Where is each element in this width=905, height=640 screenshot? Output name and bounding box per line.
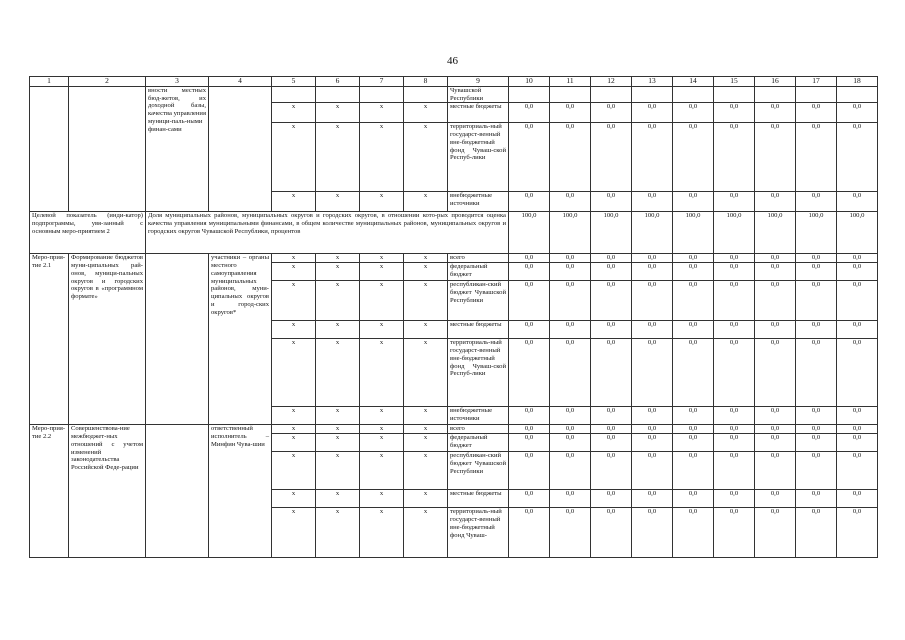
value-cell: 0,0	[755, 254, 796, 263]
value-cell: 0,0	[673, 103, 714, 123]
header-cell: 16	[755, 77, 796, 87]
value-cell: 100,0	[550, 212, 591, 254]
table-row	[30, 86, 878, 103]
x-cell: x	[272, 263, 316, 281]
empty-cell	[272, 86, 316, 103]
source-cell: республикан-ский бюджет Чувашской Республики	[448, 281, 509, 321]
x-cell: x	[360, 254, 404, 263]
value-cell: 100,0	[509, 212, 550, 254]
x-cell: x	[316, 425, 360, 434]
empty-cell	[360, 86, 404, 103]
x-cell: x	[272, 123, 316, 192]
value-cell: 0,0	[796, 263, 837, 281]
value-cell: 0,0	[796, 254, 837, 263]
value-cell: 0,0	[755, 263, 796, 281]
value-cell: 0,0	[509, 490, 550, 508]
table-row	[30, 254, 878, 263]
value-cell: 0,0	[673, 508, 714, 558]
value-cell: 0,0	[591, 321, 632, 339]
x-cell: x	[316, 281, 360, 321]
header-cell: 14	[673, 77, 714, 87]
value-cell: 100,0	[591, 212, 632, 254]
value-cell: 100,0	[755, 212, 796, 254]
header-cell: 8	[404, 77, 448, 87]
value-cell: 0,0	[837, 508, 878, 558]
value-cell: 0,0	[755, 321, 796, 339]
value-cell: 0,0	[632, 281, 673, 321]
value-cell: 0,0	[796, 123, 837, 192]
value-cell: 0,0	[755, 123, 796, 192]
value-cell: 0,0	[714, 192, 755, 212]
empty-cell	[673, 86, 714, 103]
x-cell: x	[404, 490, 448, 508]
value-cell: 0,0	[550, 339, 591, 407]
x-cell: x	[404, 452, 448, 490]
value-cell: 0,0	[714, 490, 755, 508]
x-cell: x	[272, 254, 316, 263]
value-cell: 0,0	[755, 425, 796, 434]
x-cell: x	[404, 434, 448, 452]
value-cell: 0,0	[837, 321, 878, 339]
value-cell: 0,0	[632, 434, 673, 452]
value-cell: 0,0	[755, 407, 796, 425]
value-cell: 0,0	[591, 407, 632, 425]
x-cell: x	[360, 281, 404, 321]
value-cell: 0,0	[673, 339, 714, 407]
source-cell: местные бюджеты	[448, 490, 509, 508]
value-cell: 0,0	[550, 321, 591, 339]
x-cell: x	[360, 123, 404, 192]
x-cell: x	[404, 339, 448, 407]
x-cell: x	[360, 434, 404, 452]
value-cell: 0,0	[837, 490, 878, 508]
value-cell: 0,0	[632, 508, 673, 558]
m21-goal-cell	[146, 254, 209, 425]
value-cell: 0,0	[714, 281, 755, 321]
x-cell: x	[316, 434, 360, 452]
value-cell: 0,0	[755, 508, 796, 558]
source-cell: всего	[448, 425, 509, 434]
value-cell: 0,0	[550, 103, 591, 123]
value-cell: 0,0	[632, 425, 673, 434]
empty-cell	[796, 86, 837, 103]
x-cell: x	[404, 407, 448, 425]
value-cell: 100,0	[714, 212, 755, 254]
value-cell: 0,0	[714, 434, 755, 452]
value-cell: 0,0	[755, 490, 796, 508]
value-cell: 0,0	[509, 425, 550, 434]
empty-cell	[755, 86, 796, 103]
x-cell: x	[360, 452, 404, 490]
x-cell: x	[404, 254, 448, 263]
value-cell: 0,0	[591, 508, 632, 558]
value-cell: 0,0	[632, 103, 673, 123]
header-cell: 1	[30, 77, 69, 87]
empty-cell	[591, 86, 632, 103]
value-cell: 0,0	[755, 339, 796, 407]
x-cell: x	[316, 263, 360, 281]
empty-cell	[837, 86, 878, 103]
value-cell: 0,0	[632, 339, 673, 407]
value-cell: 0,0	[509, 508, 550, 558]
source-cell: Чувашской Республики	[448, 86, 509, 103]
value-cell: 0,0	[714, 339, 755, 407]
value-cell: 0,0	[796, 281, 837, 321]
header-cell: 7	[360, 77, 404, 87]
x-cell: x	[272, 490, 316, 508]
value-cell: 0,0	[673, 434, 714, 452]
value-cell: 0,0	[591, 263, 632, 281]
x-cell: x	[316, 490, 360, 508]
value-cell: 0,0	[509, 254, 550, 263]
value-cell: 0,0	[550, 281, 591, 321]
x-cell: x	[404, 192, 448, 212]
value-cell: 0,0	[837, 254, 878, 263]
x-cell: x	[272, 425, 316, 434]
x-cell: x	[272, 508, 316, 558]
m22-executor: ответственный исполнитель – Минфин Чува-шии	[209, 425, 272, 558]
value-cell: 0,0	[591, 339, 632, 407]
x-cell: x	[404, 281, 448, 321]
x-cell: x	[316, 452, 360, 490]
value-cell: 0,0	[591, 103, 632, 123]
value-cell: 0,0	[509, 339, 550, 407]
value-cell: 0,0	[837, 407, 878, 425]
value-cell: 0,0	[673, 407, 714, 425]
x-cell: x	[316, 103, 360, 123]
empty-cell	[404, 86, 448, 103]
empty-cell	[509, 86, 550, 103]
value-cell: 0,0	[714, 425, 755, 434]
target-indicator-row	[30, 212, 878, 254]
value-cell: 0,0	[673, 123, 714, 192]
source-cell: внебюджетные источники	[448, 192, 509, 212]
m22-name: Совершенствова-ние межбюджет-ных отношений с учетом изменений законодательства Российской Феде-рации	[69, 425, 146, 558]
source-cell: федеральный бюджет	[448, 434, 509, 452]
value-cell: 0,0	[591, 490, 632, 508]
header-row	[30, 77, 878, 87]
value-cell: 0,0	[591, 452, 632, 490]
value-cell: 0,0	[755, 434, 796, 452]
source-cell: местные бюджеты	[448, 103, 509, 123]
source-cell: территориаль-ный государст-венный вне-бюджетный фонд Чуваш-ской Респуб-лики	[448, 339, 509, 407]
value-cell: 0,0	[632, 321, 673, 339]
value-cell: 0,0	[796, 425, 837, 434]
source-cell: республикан-ский бюджет Чувашской Республики	[448, 452, 509, 490]
value-cell: 0,0	[673, 254, 714, 263]
value-cell: 0,0	[673, 321, 714, 339]
value-cell: 0,0	[591, 254, 632, 263]
empty-cell	[714, 86, 755, 103]
header-cell: 9	[448, 77, 509, 87]
value-cell: 0,0	[837, 103, 878, 123]
value-cell: 0,0	[550, 123, 591, 192]
x-cell: x	[272, 407, 316, 425]
value-cell: 0,0	[509, 263, 550, 281]
header-cell: 6	[316, 77, 360, 87]
value-cell: 0,0	[714, 123, 755, 192]
x-cell: x	[316, 192, 360, 212]
header-cell: 11	[550, 77, 591, 87]
x-cell: x	[360, 192, 404, 212]
empty-cell	[316, 86, 360, 103]
value-cell: 0,0	[591, 434, 632, 452]
table-row	[30, 425, 878, 434]
value-cell: 0,0	[837, 263, 878, 281]
header-cell: 4	[209, 77, 272, 87]
x-cell: x	[272, 434, 316, 452]
source-cell: территориаль-ный государст-венный вне-бюджетный фонд Чуваш-ской Респуб-лики	[448, 123, 509, 192]
cont-code-cell	[30, 86, 69, 212]
value-cell: 0,0	[796, 452, 837, 490]
value-cell: 0,0	[837, 425, 878, 434]
m22-goal-cell	[146, 425, 209, 558]
value-cell: 0,0	[632, 192, 673, 212]
m21-name: Формирование бюджетов муни-ципальных рай-онов, муници-пальных округов и городских округов в «программном формате»	[69, 254, 146, 425]
value-cell: 0,0	[796, 192, 837, 212]
value-cell: 0,0	[714, 452, 755, 490]
m22-code: Меро-прия-тие 2.2	[30, 425, 69, 558]
x-cell: x	[360, 103, 404, 123]
value-cell: 0,0	[714, 263, 755, 281]
value-cell: 0,0	[591, 425, 632, 434]
source-cell: федеральный бюджет	[448, 263, 509, 281]
value-cell: 0,0	[673, 490, 714, 508]
cont-goal-cell: вности местных бюд-жетов, их доходной базы, качества управления муници-паль-ными финан-сами	[146, 86, 209, 212]
value-cell: 0,0	[591, 192, 632, 212]
value-cell: 0,0	[591, 123, 632, 192]
target-label: Целевой показатель (инди-катор) подпрограммы, увя-занный с основным меро-приятием 2	[30, 212, 146, 254]
value-cell: 0,0	[550, 254, 591, 263]
value-cell: 0,0	[509, 103, 550, 123]
page-number: 46	[447, 55, 458, 67]
value-cell: 0,0	[837, 339, 878, 407]
source-cell: всего	[448, 254, 509, 263]
value-cell: 0,0	[673, 425, 714, 434]
x-cell: x	[360, 425, 404, 434]
cont-name-cell	[69, 86, 146, 212]
value-cell: 0,0	[755, 452, 796, 490]
value-cell: 0,0	[632, 452, 673, 490]
x-cell: x	[316, 407, 360, 425]
x-cell: x	[316, 339, 360, 407]
value-cell: 0,0	[673, 192, 714, 212]
value-cell: 0,0	[509, 281, 550, 321]
x-cell: x	[360, 321, 404, 339]
value-cell: 0,0	[509, 192, 550, 212]
header-cell: 15	[714, 77, 755, 87]
x-cell: x	[272, 103, 316, 123]
value-cell: 0,0	[550, 434, 591, 452]
value-cell: 0,0	[837, 123, 878, 192]
x-cell: x	[404, 263, 448, 281]
cont-executor-cell	[209, 86, 272, 212]
header-cell: 5	[272, 77, 316, 87]
value-cell: 0,0	[550, 452, 591, 490]
value-cell: 0,0	[632, 263, 673, 281]
m21-code: Меро-прия-тие 2.1	[30, 254, 69, 425]
source-cell: внебюджетные источники	[448, 407, 509, 425]
value-cell: 0,0	[837, 281, 878, 321]
value-cell: 0,0	[632, 407, 673, 425]
header-cell: 13	[632, 77, 673, 87]
value-cell: 0,0	[796, 321, 837, 339]
x-cell: x	[272, 281, 316, 321]
x-cell: x	[316, 508, 360, 558]
header-cell: 18	[837, 77, 878, 87]
header-cell: 3	[146, 77, 209, 87]
x-cell: x	[272, 192, 316, 212]
empty-cell	[550, 86, 591, 103]
empty-cell	[632, 86, 673, 103]
value-cell: 0,0	[632, 254, 673, 263]
source-cell: местные бюджеты	[448, 321, 509, 339]
value-cell: 0,0	[550, 425, 591, 434]
x-cell: x	[316, 321, 360, 339]
value-cell: 0,0	[509, 434, 550, 452]
value-cell: 100,0	[632, 212, 673, 254]
value-cell: 0,0	[509, 407, 550, 425]
value-cell: 0,0	[550, 192, 591, 212]
value-cell: 0,0	[714, 254, 755, 263]
value-cell: 0,0	[837, 434, 878, 452]
value-cell: 100,0	[673, 212, 714, 254]
x-cell: x	[404, 103, 448, 123]
header-cell: 10	[509, 77, 550, 87]
value-cell: 0,0	[509, 452, 550, 490]
x-cell: x	[272, 321, 316, 339]
value-cell: 0,0	[796, 490, 837, 508]
value-cell: 0,0	[796, 103, 837, 123]
value-cell: 0,0	[632, 123, 673, 192]
value-cell: 100,0	[837, 212, 878, 254]
m21-executor: участники – органы местного самоуправления муниципальных районов, муни-ципальных округов и город-ских округов*	[209, 254, 272, 425]
value-cell: 0,0	[673, 281, 714, 321]
header-cell: 2	[69, 77, 146, 87]
value-cell: 0,0	[837, 192, 878, 212]
value-cell: 0,0	[591, 281, 632, 321]
value-cell: 0,0	[550, 407, 591, 425]
value-cell: 0,0	[550, 263, 591, 281]
target-text: Доля муниципальных районов, муниципальных округов и городских округов, в отношении кото-рых проводится оценка качества управления муниципальными финансами, в общем количестве муниципальных районов, муниципальных округов и городских округов Чувашской Республики, процентов	[146, 212, 509, 254]
header-cell: 17	[796, 77, 837, 87]
x-cell: x	[360, 339, 404, 407]
x-cell: x	[316, 254, 360, 263]
budget-table	[29, 76, 878, 558]
value-cell: 0,0	[714, 103, 755, 123]
x-cell: x	[404, 425, 448, 434]
value-cell: 0,0	[632, 490, 673, 508]
value-cell: 0,0	[796, 508, 837, 558]
value-cell: 0,0	[550, 508, 591, 558]
x-cell: x	[360, 508, 404, 558]
value-cell: 0,0	[673, 452, 714, 490]
source-cell: территориаль-ный государст-венный вне-бюджетный фонд Чуваш-	[448, 508, 509, 558]
x-cell: x	[360, 407, 404, 425]
value-cell: 0,0	[509, 123, 550, 192]
value-cell: 0,0	[796, 407, 837, 425]
value-cell: 0,0	[673, 263, 714, 281]
x-cell: x	[404, 321, 448, 339]
value-cell: 0,0	[755, 281, 796, 321]
value-cell: 0,0	[509, 321, 550, 339]
value-cell: 0,0	[796, 339, 837, 407]
value-cell: 0,0	[714, 407, 755, 425]
value-cell: 0,0	[714, 321, 755, 339]
value-cell: 0,0	[796, 434, 837, 452]
value-cell: 0,0	[837, 452, 878, 490]
value-cell: 100,0	[796, 212, 837, 254]
x-cell: x	[360, 263, 404, 281]
header-cell: 12	[591, 77, 632, 87]
value-cell: 0,0	[755, 192, 796, 212]
x-cell: x	[404, 123, 448, 192]
value-cell: 0,0	[714, 508, 755, 558]
x-cell: x	[272, 452, 316, 490]
value-cell: 0,0	[755, 103, 796, 123]
x-cell: x	[404, 508, 448, 558]
value-cell: 0,0	[550, 490, 591, 508]
x-cell: x	[316, 123, 360, 192]
x-cell: x	[360, 490, 404, 508]
x-cell: x	[272, 339, 316, 407]
